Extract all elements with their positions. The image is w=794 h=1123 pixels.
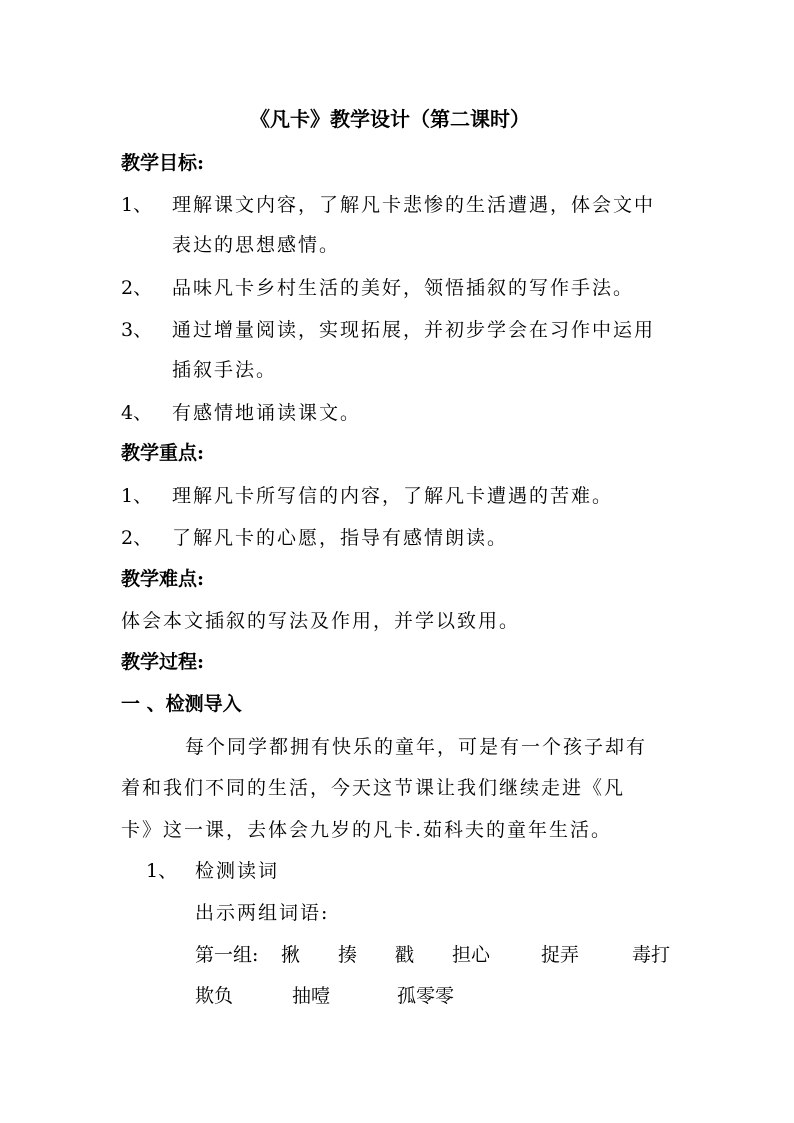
objective-number: 2、 [121,277,153,299]
key-points-heading: 教学重点: [121,442,205,464]
difficulties-text: 体会本文插叙的写法及作用，并学以致用。 [121,610,521,632]
objective-item-3 [121,318,173,342]
vocab-word: 捉弄 [541,944,580,966]
vocab-word: 欺负 [195,985,234,1007]
intro-paragraph-line: 着和我们不同的生活，今天这节课让我们继续走进《凡 [121,777,626,799]
key-point-item-2 [121,526,173,550]
objective-number: 1、 [121,194,153,216]
key-point-text: 了解凡卡的心愿，指导有感情朗读。 [172,527,509,549]
objective-number: 3、 [121,319,153,341]
objective-number: 4、 [121,402,153,424]
vocab-word: 揍 [338,944,358,966]
objective-item-1 [121,193,173,217]
intro-paragraph-line: 卡》这一课，去体会九岁的凡卡.茹科夫的童年生活。 [121,819,613,841]
key-point-text: 理解凡卡所写信的内容，了解凡卡遭遇的苦难。 [172,485,614,507]
step-label: 检测读词 [195,860,280,882]
word-group-label: 第一组: [195,944,259,966]
process-heading: 教学过程: [121,651,205,673]
key-point-number: 1、 [121,485,153,507]
vocab-word: 抽噎 [292,985,331,1007]
objective-text: 有感情地诵读课文。 [172,402,362,424]
section-heading: 一 、检测导入 [121,693,242,715]
show-words-text: 出示两组词语: [195,902,330,924]
key-point-item-1 [121,484,173,508]
vocab-word: 毒打 [632,944,671,966]
objective-text: 通过增量阅读，实现拓展，并初步学会在习作中运用 [172,319,656,341]
vocab-word: 孤零零 [397,985,455,1007]
objective-text: 品味凡卡乡村生活的美好，领悟插叙的写作手法。 [172,277,635,299]
key-point-number: 2、 [121,527,153,549]
objective-item-4 [121,401,173,425]
document-title: 《凡卡》教学设计（第二课时） [250,107,530,131]
objective-text: 表达的思想感情。 [172,234,341,256]
vocab-word: 揪 [281,944,301,966]
step-number: 1、 [146,860,178,882]
intro-paragraph-line: 每个同学都拥有快乐的童年，可是有一个孩子却有 [185,736,648,758]
vocab-word: 担心 [452,944,491,966]
objective-item-2 [121,276,173,300]
objectives-heading: 教学目标: [121,152,205,174]
vocab-word: 戳 [395,944,415,966]
difficulties-heading: 教学难点: [121,568,205,590]
objective-text: 插叙手法。 [172,359,278,381]
objective-text: 理解课文内容，了解凡卡悲惨的生活遭遇，体会文中 [172,194,656,216]
